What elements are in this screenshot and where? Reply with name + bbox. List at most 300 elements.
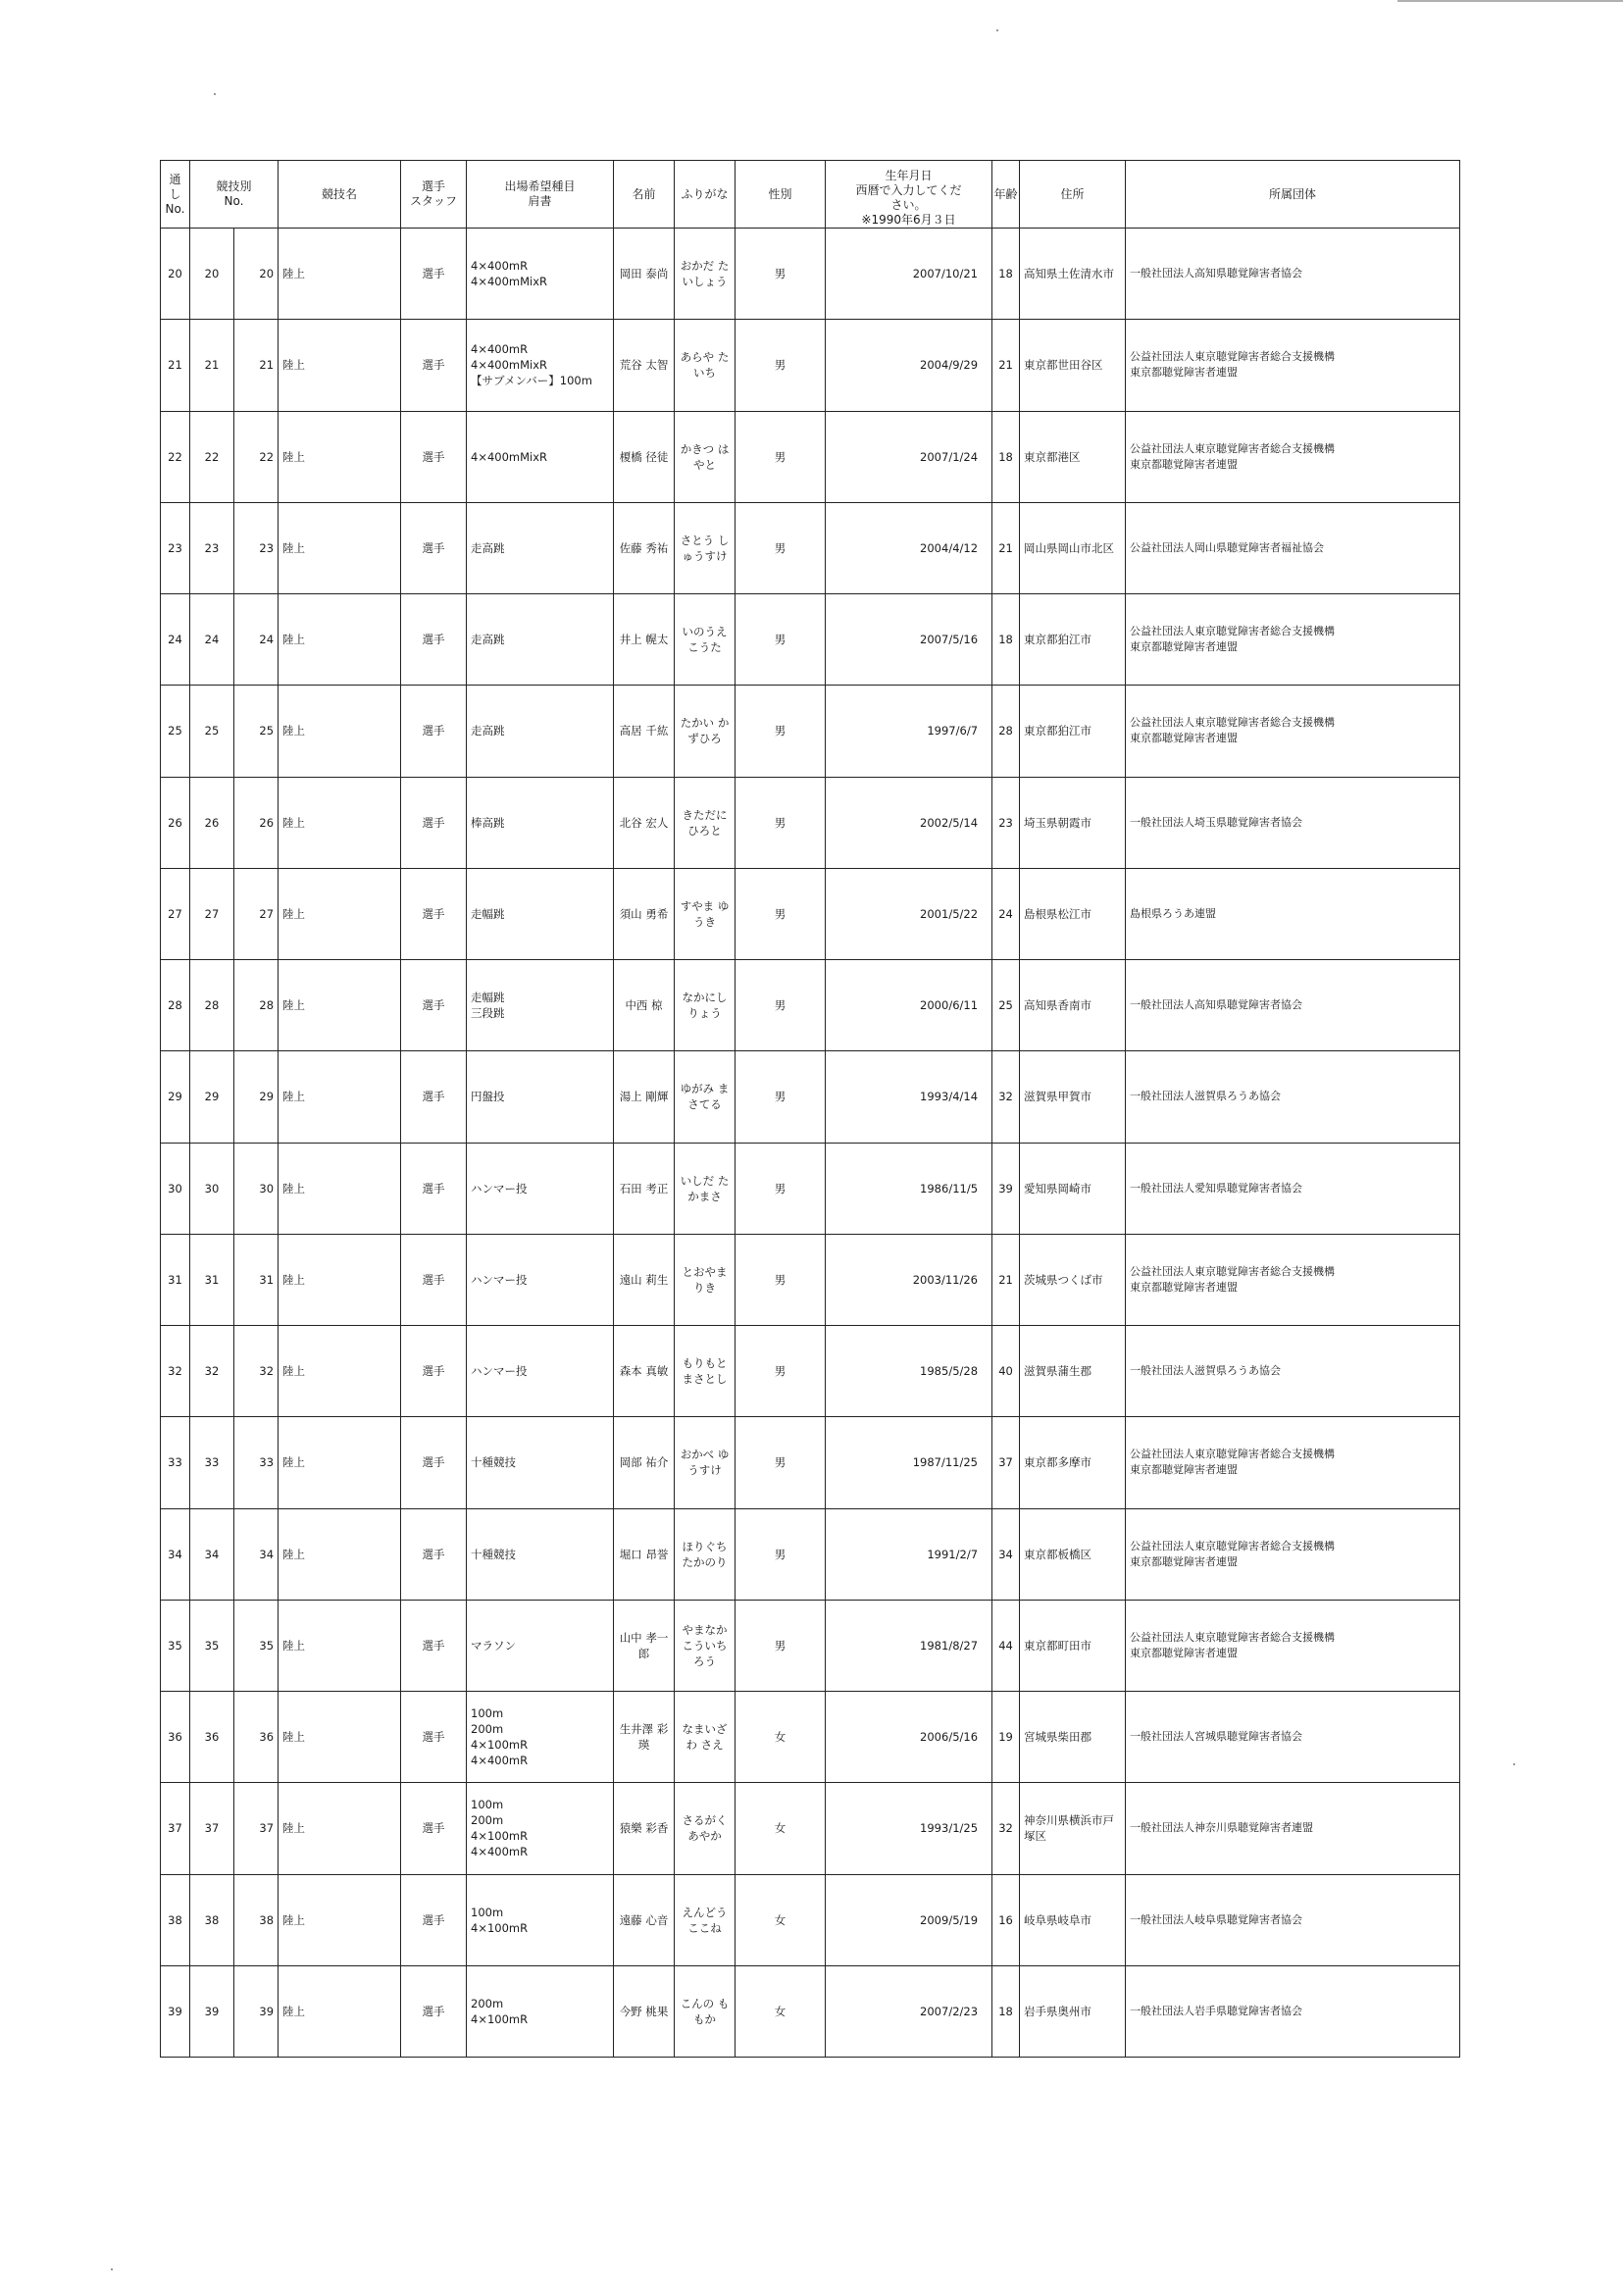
header-row (161, 161, 1460, 229)
event-line: 走幅跳 (471, 991, 505, 1005)
cell-event-no-a: 39 (190, 1965, 234, 2057)
table-row (161, 1508, 1460, 1600)
organization-line: 一般社団法人岩手県聴覚障害者協会 (1130, 2004, 1303, 2017)
event-line: 4×100mR (471, 1829, 529, 1844)
cell-address: 滋賀県蒲生郡 (1020, 1326, 1126, 1417)
cell-event-no-a: 22 (190, 411, 234, 502)
cell-furigana: こんの ももか (675, 1965, 736, 2057)
event-line: 4×400mMixR (471, 449, 548, 464)
cell-events (467, 1417, 614, 1508)
cell-address: 高知県香南市 (1020, 960, 1126, 1051)
cell-name: 堀口 昂誉 (614, 1508, 675, 1600)
cell-dob: 1991/2/7 (826, 1508, 992, 1600)
cell-serial-no: 23 (161, 502, 190, 593)
cell-event-no-b: 22 (234, 411, 279, 502)
organization-line: 公益社団法人東京聴覚障害者総合支援機構 (1130, 441, 1336, 455)
organization-line: 東京都聴覚障害者連盟 (1130, 457, 1239, 471)
event-line: 4×400mR (471, 342, 529, 357)
table-row (161, 1234, 1460, 1325)
cell-furigana: すやま ゆうき (675, 868, 736, 959)
cell-event-no-b: 38 (234, 1874, 279, 1965)
cell-address: 東京都世田谷区 (1020, 320, 1126, 411)
header-furigana: ふりがな (675, 161, 736, 229)
header-name: 名前 (614, 161, 675, 229)
cell-furigana: なまいざわ さえ (675, 1692, 736, 1783)
cell-gender: 男 (736, 777, 826, 868)
cell-age: 24 (992, 868, 1020, 959)
cell-serial-no: 20 (161, 229, 190, 320)
cell-organization (1126, 960, 1460, 1051)
cell-gender: 男 (736, 229, 826, 320)
cell-role: 選手 (401, 411, 467, 502)
cell-age: 32 (992, 1051, 1020, 1143)
cell-event-no-b: 21 (234, 320, 279, 411)
cell-gender: 女 (736, 1692, 826, 1783)
cell-serial-no: 28 (161, 960, 190, 1051)
event-line: 4×400mMixR (471, 358, 548, 373)
cell-events (467, 777, 614, 868)
cell-furigana: おかだ たいしょう (675, 229, 736, 320)
cell-event-no-b: 27 (234, 868, 279, 959)
cell-event-no-a: 31 (190, 1234, 234, 1325)
cell-address: 東京都狛江市 (1020, 686, 1126, 777)
organization-line: 東京都聴覚障害者連盟 (1130, 1280, 1239, 1294)
cell-dob: 2009/5/19 (826, 1874, 992, 1965)
header-organization: 所属団体 (1126, 161, 1460, 229)
table-row (161, 777, 1460, 868)
cell-events (467, 1874, 614, 1965)
cell-age: 44 (992, 1600, 1020, 1691)
cell-age: 23 (992, 777, 1020, 868)
organization-line: 東京都聴覚障害者連盟 (1130, 366, 1239, 380)
cell-event-no-a: 25 (190, 686, 234, 777)
cell-sport: 陸上 (279, 1326, 401, 1417)
cell-furigana: ほりぐち たかのり (675, 1508, 736, 1600)
organization-line: 一般社団法人埼玉県聴覚障害者協会 (1130, 815, 1303, 829)
cell-event-no-b: 25 (234, 686, 279, 777)
cell-events (467, 868, 614, 959)
cell-role: 選手 (401, 502, 467, 593)
cell-role: 選手 (401, 777, 467, 868)
cell-sport: 陸上 (279, 1417, 401, 1508)
cell-furigana: えんどう ここね (675, 1874, 736, 1965)
cell-furigana: さるがく あやか (675, 1783, 736, 1874)
cell-event-no-b: 33 (234, 1417, 279, 1508)
cell-event-no-b: 35 (234, 1600, 279, 1691)
cell-organization (1126, 1874, 1460, 1965)
cell-sport: 陸上 (279, 868, 401, 959)
organization-line: 東京都聴覚障害者連盟 (1130, 1554, 1239, 1568)
cell-furigana: やまなか こういちろう (675, 1600, 736, 1691)
event-line: 【サブメンバー】100m (471, 374, 592, 388)
header-dob: 生年月日 西暦で入力してくだ さい。 ※1990年6月３日 (826, 161, 992, 229)
event-line: 十種競技 (471, 1547, 517, 1561)
cell-sport: 陸上 (279, 594, 401, 686)
cell-organization (1126, 320, 1460, 411)
cell-gender: 女 (736, 1965, 826, 2057)
cell-name: 遠山 莉生 (614, 1234, 675, 1325)
cell-name: 高居 千紘 (614, 686, 675, 777)
cell-address: 茨城県つくば市 (1020, 1234, 1126, 1325)
cell-address: 東京都町田市 (1020, 1600, 1126, 1691)
cell-furigana: きただに ひろと (675, 777, 736, 868)
cell-gender: 男 (736, 1234, 826, 1325)
cell-gender: 男 (736, 868, 826, 959)
header-address: 住所 (1020, 161, 1126, 229)
cell-role: 選手 (401, 1143, 467, 1234)
cell-dob: 1986/11/5 (826, 1143, 992, 1234)
cell-sport: 陸上 (279, 1965, 401, 2057)
cell-event-no-a: 20 (190, 229, 234, 320)
cell-serial-no: 27 (161, 868, 190, 959)
scan-speck (111, 2268, 113, 2270)
cell-gender: 男 (736, 1417, 826, 1508)
cell-events (467, 1600, 614, 1691)
cell-organization (1126, 686, 1460, 777)
cell-events (467, 1326, 614, 1417)
cell-gender: 男 (736, 1600, 826, 1691)
cell-sport: 陸上 (279, 686, 401, 777)
cell-age: 18 (992, 1965, 1020, 2057)
cell-events (467, 960, 614, 1051)
cell-organization (1126, 1783, 1460, 1874)
organization-line: 公益社団法人東京聴覚障害者総合支援機構 (1130, 1448, 1336, 1461)
cell-furigana: たかい かずひろ (675, 686, 736, 777)
cell-gender: 男 (736, 686, 826, 777)
cell-organization (1126, 1965, 1460, 2057)
cell-address: 宮城県柴田郡 (1020, 1692, 1126, 1783)
cell-name: 山中 孝一郎 (614, 1600, 675, 1691)
cell-furigana: さとう しゅうすけ (675, 502, 736, 593)
organization-line: 島根県ろうあ連盟 (1130, 906, 1217, 920)
organization-line: 一般社団法人滋賀県ろうあ協会 (1130, 1090, 1282, 1103)
cell-event-no-b: 39 (234, 1965, 279, 2057)
event-line: 4×400mR (471, 1845, 529, 1859)
cell-serial-no: 33 (161, 1417, 190, 1508)
cell-event-no-b: 31 (234, 1234, 279, 1325)
event-line: ハンマー投 (471, 1181, 528, 1195)
cell-role: 選手 (401, 594, 467, 686)
cell-dob: 2007/10/21 (826, 229, 992, 320)
organization-line: 東京都聴覚障害者連盟 (1130, 640, 1239, 654)
table-row (161, 594, 1460, 686)
cell-age: 39 (992, 1143, 1020, 1234)
cell-organization (1126, 777, 1460, 868)
cell-event-no-a: 32 (190, 1326, 234, 1417)
cell-event-no-b: 34 (234, 1508, 279, 1600)
cell-role: 選手 (401, 686, 467, 777)
organization-line: 東京都聴覚障害者連盟 (1130, 1463, 1239, 1477)
cell-event-no-b: 20 (234, 229, 279, 320)
organization-line: 公益社団法人東京聴覚障害者総合支援機構 (1130, 1264, 1336, 1278)
cell-events (467, 1783, 614, 1874)
organization-line: 公益社団法人東京聴覚障害者総合支援機構 (1130, 1539, 1336, 1552)
cell-furigana: いのうえ こうた (675, 594, 736, 686)
cell-event-no-b: 23 (234, 502, 279, 593)
header-age: 年齢 (992, 161, 1020, 229)
cell-furigana: かきつ はやと (675, 411, 736, 502)
event-line: 三段跳 (471, 1006, 505, 1021)
table-row (161, 1783, 1460, 1874)
cell-gender: 男 (736, 1143, 826, 1234)
cell-sport: 陸上 (279, 1783, 401, 1874)
cell-sport: 陸上 (279, 320, 401, 411)
cell-serial-no: 37 (161, 1783, 190, 1874)
cell-age: 18 (992, 594, 1020, 686)
organization-line: 一般社団法人高知県聴覚障害者協会 (1130, 998, 1303, 1012)
cell-role: 選手 (401, 1965, 467, 2057)
roster-body (161, 229, 1460, 2058)
cell-event-no-a: 35 (190, 1600, 234, 1691)
cell-name: 荒谷 太智 (614, 320, 675, 411)
cell-organization (1126, 1417, 1460, 1508)
cell-gender: 男 (736, 411, 826, 502)
cell-dob: 1985/5/28 (826, 1326, 992, 1417)
cell-serial-no: 32 (161, 1326, 190, 1417)
cell-name: 湯上 剛輝 (614, 1051, 675, 1143)
cell-dob: 2007/2/23 (826, 1965, 992, 2057)
cell-events (467, 686, 614, 777)
cell-dob: 2007/1/24 (826, 411, 992, 502)
cell-gender: 男 (736, 594, 826, 686)
cell-organization (1126, 229, 1460, 320)
cell-role: 選手 (401, 1600, 467, 1691)
cell-address: 東京都板橋区 (1020, 1508, 1126, 1600)
cell-furigana: いしだ たかまさ (675, 1143, 736, 1234)
cell-event-no-a: 36 (190, 1692, 234, 1783)
header-gender: 性別 (736, 161, 826, 229)
cell-furigana: なかにし りょう (675, 960, 736, 1051)
cell-event-no-b: 24 (234, 594, 279, 686)
table-row (161, 686, 1460, 777)
cell-name: 遠藤 心音 (614, 1874, 675, 1965)
header-role: 選手 スタッフ (401, 161, 467, 229)
cell-age: 18 (992, 411, 1020, 502)
event-line: 4×100mR (471, 1738, 529, 1753)
cell-sport: 陸上 (279, 960, 401, 1051)
cell-sport: 陸上 (279, 1600, 401, 1691)
cell-event-no-b: 26 (234, 777, 279, 868)
cell-address: 滋賀県甲賀市 (1020, 1051, 1126, 1143)
table-row (161, 1874, 1460, 1965)
cell-event-no-b: 30 (234, 1143, 279, 1234)
event-line: 4×400mR (471, 1754, 529, 1768)
cell-age: 18 (992, 229, 1020, 320)
cell-gender: 女 (736, 1874, 826, 1965)
cell-dob: 1993/4/14 (826, 1051, 992, 1143)
event-line: 4×100mR (471, 2011, 529, 2026)
cell-events (467, 1508, 614, 1600)
event-line: 棒高跳 (471, 815, 505, 830)
organization-line: 公益社団法人岡山県聴覚障害者福祉協会 (1130, 540, 1325, 554)
cell-dob: 2001/5/22 (826, 868, 992, 959)
cell-address: 高知県土佐清水市 (1020, 229, 1126, 320)
cell-dob: 2002/5/14 (826, 777, 992, 868)
cell-gender: 男 (736, 502, 826, 593)
event-line: 200m (471, 1996, 504, 2010)
cell-events (467, 502, 614, 593)
organization-line: 公益社団法人東京聴覚障害者総合支援機構 (1130, 350, 1336, 364)
cell-address: 神奈川県横浜市戸塚区 (1020, 1783, 1126, 1874)
cell-age: 34 (992, 1508, 1020, 1600)
table-row (161, 1143, 1460, 1234)
cell-serial-no: 29 (161, 1051, 190, 1143)
cell-serial-no: 26 (161, 777, 190, 868)
cell-serial-no: 36 (161, 1692, 190, 1783)
cell-organization (1126, 1600, 1460, 1691)
cell-name: 石田 考正 (614, 1143, 675, 1234)
cell-organization (1126, 868, 1460, 959)
cell-name: 須山 勇希 (614, 868, 675, 959)
event-line: ハンマー投 (471, 1364, 528, 1379)
event-line: 100m (471, 1905, 504, 1919)
organization-line: 一般社団法人宮城県聴覚障害者協会 (1130, 1730, 1303, 1744)
cell-serial-no: 21 (161, 320, 190, 411)
cell-gender: 男 (736, 1326, 826, 1417)
cell-gender: 女 (736, 1783, 826, 1874)
header-events: 出場希望種目 肩書 (467, 161, 614, 229)
cell-name: 岡田 泰尚 (614, 229, 675, 320)
cell-organization (1126, 594, 1460, 686)
cell-dob: 1993/1/25 (826, 1783, 992, 1874)
cell-serial-no: 24 (161, 594, 190, 686)
cell-age: 16 (992, 1874, 1020, 1965)
cell-sport: 陸上 (279, 1874, 401, 1965)
table-row (161, 320, 1460, 411)
event-line: 100m (471, 1706, 504, 1721)
cell-events (467, 1143, 614, 1234)
organization-line: 公益社団法人東京聴覚障害者総合支援機構 (1130, 716, 1336, 730)
cell-serial-no: 22 (161, 411, 190, 502)
cell-organization (1126, 1692, 1460, 1783)
cell-furigana: あらや たいち (675, 320, 736, 411)
cell-events (467, 411, 614, 502)
cell-event-no-b: 37 (234, 1783, 279, 1874)
cell-event-no-a: 37 (190, 1783, 234, 1874)
scan-speck (996, 29, 998, 31)
cell-event-no-b: 28 (234, 960, 279, 1051)
cell-role: 選手 (401, 960, 467, 1051)
cell-role: 選手 (401, 1051, 467, 1143)
cell-role: 選手 (401, 1417, 467, 1508)
organization-line: 東京都聴覚障害者連盟 (1130, 1646, 1239, 1659)
cell-address: 東京都狛江市 (1020, 594, 1126, 686)
cell-furigana: ゆがみ まさてる (675, 1051, 736, 1143)
event-line: 200m (471, 1813, 504, 1828)
cell-name: 猿樂 彩香 (614, 1783, 675, 1874)
event-line: 4×400mMixR (471, 275, 548, 289)
cell-furigana: とおやま りき (675, 1234, 736, 1325)
cell-name: 岡部 祐介 (614, 1417, 675, 1508)
cell-event-no-a: 38 (190, 1874, 234, 1965)
cell-events (467, 1051, 614, 1143)
cell-organization (1126, 502, 1460, 593)
cell-event-no-a: 30 (190, 1143, 234, 1234)
cell-role: 選手 (401, 868, 467, 959)
cell-dob: 1981/8/27 (826, 1600, 992, 1691)
organization-line: 一般社団法人愛知県聴覚障害者協会 (1130, 1181, 1303, 1195)
cell-role: 選手 (401, 1326, 467, 1417)
cell-sport: 陸上 (279, 1234, 401, 1325)
cell-sport: 陸上 (279, 502, 401, 593)
cell-serial-no: 30 (161, 1143, 190, 1234)
table-row (161, 1417, 1460, 1508)
cell-name: 榎橋 径徒 (614, 411, 675, 502)
cell-serial-no: 34 (161, 1508, 190, 1600)
header-sport: 競技名 (279, 161, 401, 229)
event-line: 走高跳 (471, 540, 505, 555)
cell-dob: 2003/11/26 (826, 1234, 992, 1325)
cell-address: 岩手県奥州市 (1020, 1965, 1126, 2057)
cell-age: 21 (992, 320, 1020, 411)
cell-events (467, 320, 614, 411)
cell-age: 40 (992, 1326, 1020, 1417)
cell-event-no-b: 29 (234, 1051, 279, 1143)
cell-event-no-a: 26 (190, 777, 234, 868)
cell-event-no-a: 28 (190, 960, 234, 1051)
header-event-no: 競技別 No. (190, 161, 279, 229)
cell-organization (1126, 1234, 1460, 1325)
event-line: ハンマー投 (471, 1272, 528, 1287)
cell-event-no-a: 33 (190, 1417, 234, 1508)
cell-name: 井上 幌太 (614, 594, 675, 686)
cell-events (467, 1965, 614, 2057)
cell-events (467, 594, 614, 686)
event-line: 100m (471, 1798, 504, 1812)
cell-organization (1126, 411, 1460, 502)
cell-gender: 男 (736, 1508, 826, 1600)
cell-address: 島根県松江市 (1020, 868, 1126, 959)
cell-event-no-a: 29 (190, 1051, 234, 1143)
organization-line: 東京都聴覚障害者連盟 (1130, 732, 1239, 745)
table-row (161, 1965, 1460, 2057)
cell-sport: 陸上 (279, 777, 401, 868)
cell-event-no-a: 27 (190, 868, 234, 959)
table-row (161, 1051, 1460, 1143)
cell-events (467, 1234, 614, 1325)
cell-name: 森本 真敏 (614, 1326, 675, 1417)
cell-serial-no: 25 (161, 686, 190, 777)
cell-age: 28 (992, 686, 1020, 777)
cell-gender: 男 (736, 1051, 826, 1143)
table-row (161, 868, 1460, 959)
cell-event-no-a: 24 (190, 594, 234, 686)
cell-address: 埼玉県朝霞市 (1020, 777, 1126, 868)
organization-line: 一般社団法人滋賀県ろうあ協会 (1130, 1364, 1282, 1378)
cell-event-no-a: 34 (190, 1508, 234, 1600)
organization-line: 公益社団法人東京聴覚障害者総合支援機構 (1130, 625, 1336, 638)
table-row (161, 229, 1460, 320)
cell-age: 21 (992, 502, 1020, 593)
table-row (161, 411, 1460, 502)
cell-gender: 男 (736, 960, 826, 1051)
cell-address: 愛知県岡崎市 (1020, 1143, 1126, 1234)
event-line: 4×400mR (471, 259, 529, 274)
cell-name: 佐藤 秀祐 (614, 502, 675, 593)
cell-role: 選手 (401, 1234, 467, 1325)
cell-sport: 陸上 (279, 1508, 401, 1600)
cell-age: 19 (992, 1692, 1020, 1783)
cell-age: 25 (992, 960, 1020, 1051)
table-row (161, 1326, 1460, 1417)
cell-sport: 陸上 (279, 229, 401, 320)
header-serial-no: 通し No. (161, 161, 190, 229)
cell-event-no-b: 36 (234, 1692, 279, 1783)
cell-organization (1126, 1143, 1460, 1234)
organization-line: 一般社団法人神奈川県聴覚障害者連盟 (1130, 1821, 1314, 1835)
cell-role: 選手 (401, 320, 467, 411)
cell-serial-no: 39 (161, 1965, 190, 2057)
